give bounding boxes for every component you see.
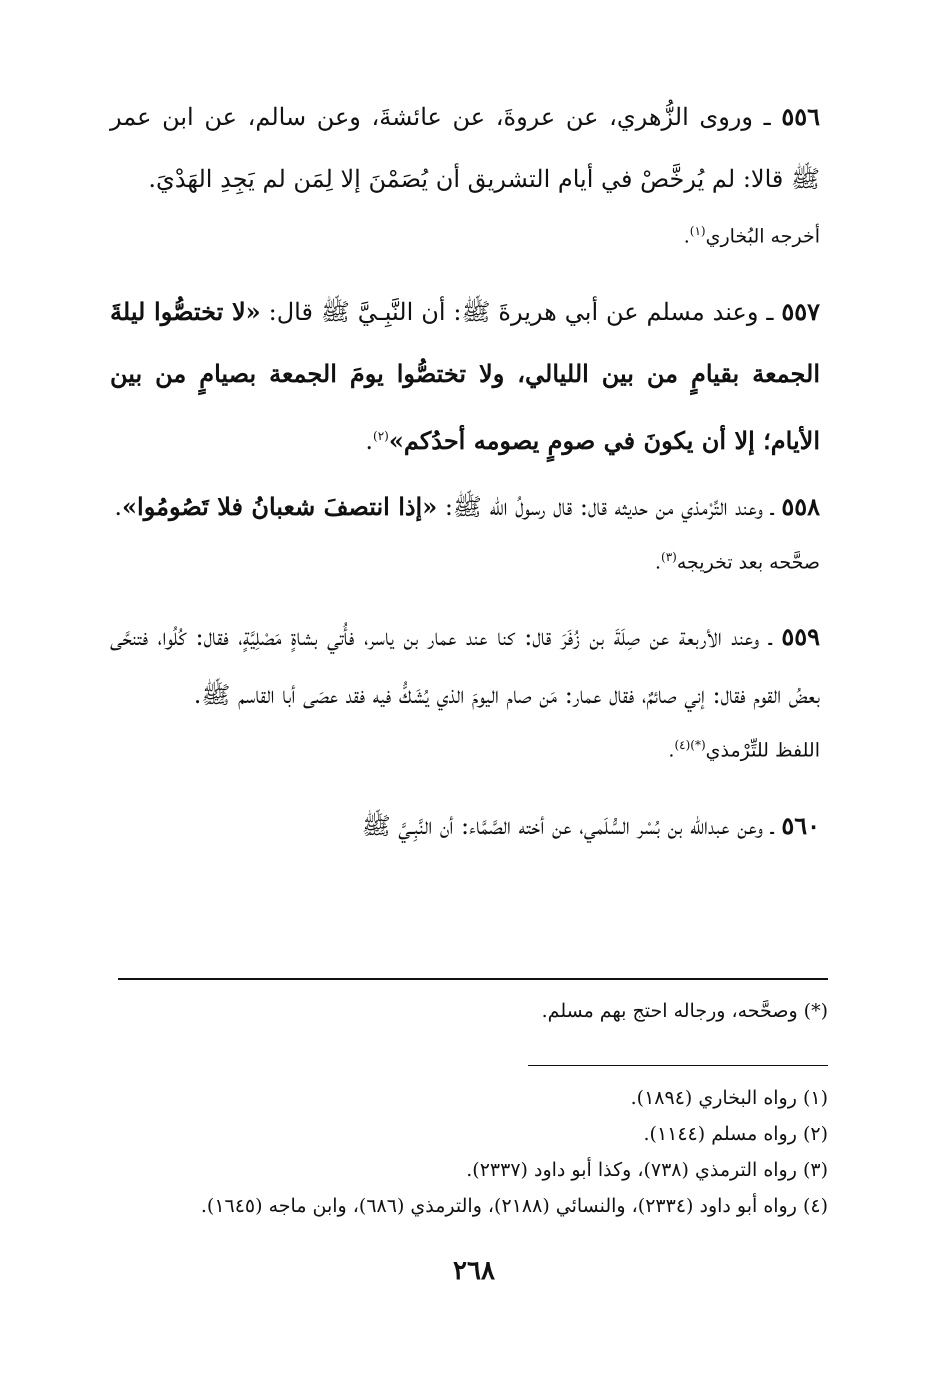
hadith-quote: «إذا انتصفَ شعبانُ فلا تَصُومُوا» [122, 492, 438, 522]
hadith-558: ٥٥٨ ـ وعند التِّرْمذي من حديثه قال: قال رسولُ الله ﷺ: «إذا انتصفَ شعبانُ فلا تَصُومُوا». [114, 492, 820, 522]
hadith-text: ـ وعند التِّرْمذي من حديثه قال: قال رسولُ الله ﷺ: [437, 493, 774, 522]
hadith-number: ٥٥٦ [781, 102, 820, 131]
footnotes-list [110, 1080, 828, 1224]
hadith-number: ٥٥٩ [781, 621, 820, 651]
hadith-note: اللفظ للتِّرْمذي$^{(*)(٤)}$. [668, 737, 820, 761]
hadith-556 [110, 86, 820, 210]
hadith-text: ـ وعند الأربعة عن صِلَةَ بن زُفَرَ قال: كنا عند عمار بن ياسر، فأُتي بشاةٍ مَصْلِيَّةٍ، فقال: كُلُوا، فتنحَّى بعضُ القوم فقال: إني صائمٌ، فقال عمار: مَن صام اليومَ الذي يُشَكُّ فيه فقد عصَى أبا القاسم ﷺ. [110, 622, 820, 709]
footnote-ref: (١) [689, 224, 706, 238]
main-text [110, 86, 820, 857]
hadith-number: ٥٥٧ [781, 297, 820, 327]
footnote-item: (٤) رواه أبو داود (٢٣٣٤)، والنسائي (٢١٨٨)، والترمذي (٦٨٦)، وابن ماجه (١٦٤٥). [200, 1195, 828, 1217]
hadith-text: ـ وعن عبدالله بن بُسْر السُّلَمي، عن أخته الصَّمَّاء: أن النَّبِـيَّ ﷺ [361, 811, 774, 840]
hadith-number: ٥٦٠ [781, 810, 820, 840]
footnote-item: (٣) رواه الترمذي (٧٣٨)، وكذا أبو داود (٢٣٣٧). [466, 1159, 828, 1181]
page-number: ٢٦٨ [453, 1256, 495, 1286]
footnote-short-divider [528, 1065, 828, 1066]
hadith-number: ٥٥٨ [781, 492, 820, 522]
footnote-divider [118, 978, 828, 980]
footnote-item: (٢) رواه مسلم (١١٤٤). [643, 1123, 828, 1145]
hadith-note: أخرجه البُخاري$^{(١)}$. [683, 224, 820, 248]
footnote-ref: (٢) [373, 429, 389, 444]
hadith-note: صحَّحه بعد تخريجه$^{(٣)}$. [654, 550, 820, 574]
footnote-ref: (٣) [661, 550, 677, 565]
hadith-text: ـ وعند مسلم عن أبي هريرةَ ﷺ: أن النَّبِـيَّ ﷺ قال: [260, 298, 774, 327]
footnote-ref: (*)(٤) [674, 737, 706, 752]
hadith-557: ٥٥٧ ـ وعند مسلم عن أبي هريرةَ ﷺ: أن النَّبِـيَّ ﷺ قال: «لا تختصُّوا ليلةَ الجمعة بقيامٍ من بين الليالي، ولا تختصُّوا يومَ الجمعة بصيامٍ من بين الأيام؛ إلا أن يكونَ في صومٍ يصومه أحدُكم»$^{(٢)}$. [110, 297, 820, 456]
hadith-560 [110, 795, 820, 857]
star-note: (*) وصحَّحه، ورجاله احتج بهم مسلم. [541, 1000, 828, 1022]
footnote-item: (١) رواه البخاري (١٨٩٤). [630, 1087, 828, 1109]
hadith-text: ـ وروى الزُّهري، عن عروةَ، عن عائشةَ، وعن سالم، عن ابن عمر ﷺ قالا: لم يُرخَّصْ في أيام التشريق أن يُصَمْنَ إلا لِمَن لم يَجِدِ الهَدْيَ. [110, 103, 820, 193]
hadith-quote: «لا تختصُّوا ليلةَ الجمعة بقيامٍ من بين الليالي، ولا تختصُّوا يومَ الجمعة بصيامٍ من بين الأيام؛ إلا أن يكونَ في صومٍ يصومه أحدُكم» [110, 297, 820, 456]
hadith-559 [110, 608, 820, 724]
